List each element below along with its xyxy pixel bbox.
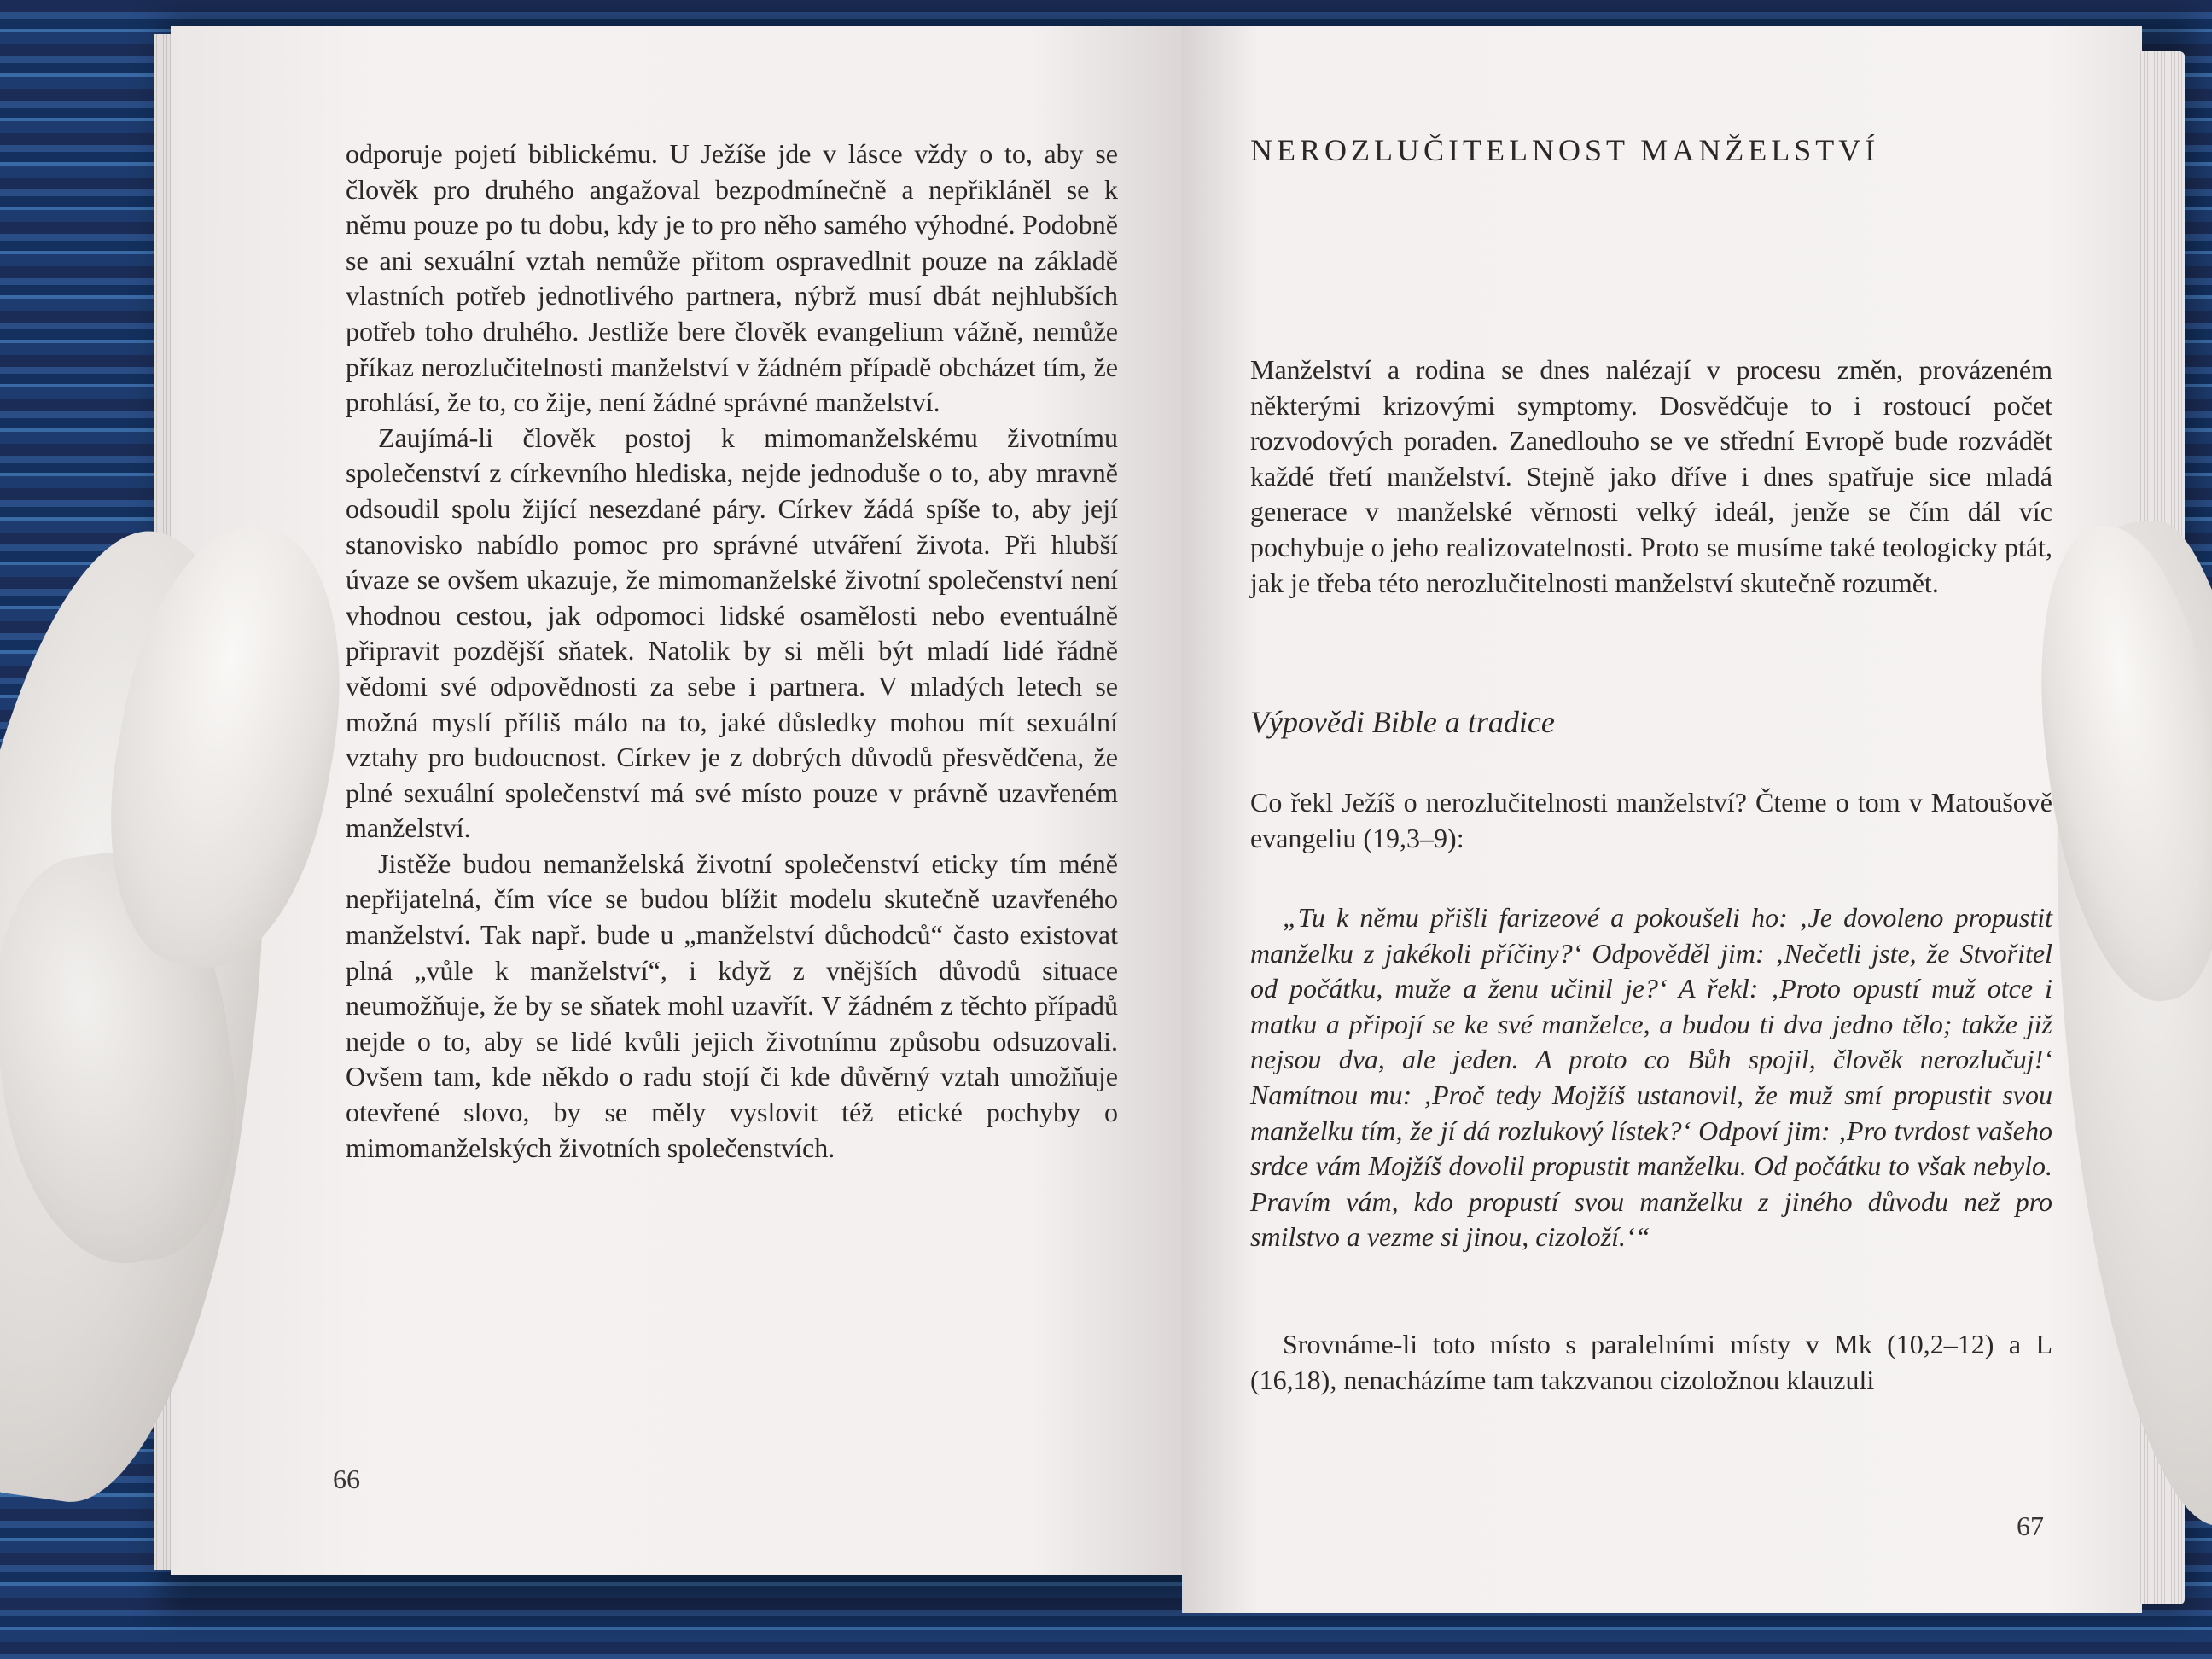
right-page — [1182, 26, 2142, 1613]
left-paragraph-3: Jistěže budou nemanželská životní společenství eticky tím méně nepřijatelná, čím více se budou blížit modelu skutečně uzavřeného manželství. Tak např. bude u „manželství důchodců“ často existovat plná „vůle k manželství“, i když z vnějších důvodů situace neumožňuje, že by se sňatek mohl uzavřít. V žádném z těchto případů nejde o to, aby se lidé kvůli jejich životnímu způsobu odsuzovali. Ovšem tam, kde někdo o radu stojí či kde důvěrný vztah umožňuje otevřené slovo, by se měly vyslovit též etické pochyby o mimomanželských životních společenstvích. — [346, 847, 1118, 1163]
question-text: Co řekl Ježíš o nerozlučitelnosti manželství? Čteme o tom v Matoušově evangeliu (19,3–9): — [1250, 787, 2052, 853]
left-page-number: 66 — [333, 1464, 360, 1494]
question-paragraph — [1250, 785, 2052, 856]
quote-text: „Tu k němu přišli farizeové a pokoušeli ho: ‚Je dovoleno propustit manželku z jakékoli příčiny?‘ Odpověděl jim: ‚Nečetli jste, že Stvořitel od počátku, muže a ženu učinil je?‘ A řekl: ‚Proto opustí muž otce i matku a připojí se ke své manželce, a budou ti dva jedno tělo; takže již nejsou dva, ale jeden. A proto co Bůh spojil, člověk nerozlučuj!‘ Namítnou mu: ‚Proč tedy Mojžíš ustanovil, že muž smí propustit svou manželku tím, že jí dá rozlukový lístek?‘ Odpoví jim: ‚Pro tvrdost vašeho srdce vám Mojžíš dovolil propustit manželku. Od počátku to však nebylo. Pravím vám, kdo propustí svou manželku z jiného důvodu než pro smilstvo a vezme si jinou, cizoloží.‘“ — [1250, 902, 2052, 1253]
right-page-number: 67 — [2017, 1511, 2044, 1541]
bible-quote — [1250, 900, 2052, 1255]
intro-text: Manželství a rodina se dnes nalézají v procesu změn, provázeném některými krizovými symptomy. Dosvědčuje to i rostoucí počet rozvodových poraden. Zanedlouho se ve střední Evropě bude rozvádět každé třetí manželství. Stejně jako dříve i dnes spatřuje sice mladá generace v manželské věrnosti velký ideál, jenže se čím dál víc pochybuje o jeho realizovatelnosti. Proto se musíme také teologicky ptát, jak je třeba této nerozlučitelnosti manželství skutečně rozumět. — [1250, 354, 2052, 598]
chapter-title: NEROZLUČITELNOST MANŽELSTVÍ — [1250, 133, 1880, 167]
section-title: Výpovědi Bible a tradice — [1250, 705, 1555, 739]
left-paragraph-1: odporuje pojetí biblickému. U Ježíše jde v lásce vždy o to, aby se člověk pro druhého angažoval bezpodmínečně a nepřikláněl se k němu pouze po tu dobu, kdy je to pro něho samého výhodné. Podobně se ani sexuální vztah nemůže přitom ospravedlnit pouze na základě vlastních potřeb jednotlivého partnera, nýbrž musí dbát nejhlubších potřeb toho druhého. Jestliže bere člověk evangelium vážně, nemůže příkaz nerozlučitelnosti manželství v žádném případě obcházet tím, že prohlásí, že to, co žije, není žádné správné manželství. — [346, 138, 1118, 418]
comparison-paragraph — [1250, 1327, 2052, 1398]
comparison-text: Srovnáme-li toto místo s paralelními místy v Mk (10,2–12) a L (16,18), nenacházíme tam takzvanou cizoložnou klauzuli — [1250, 1329, 2052, 1395]
left-paragraph-2: Zaujímá-li člověk postoj k mimomanželskému životnímu společenství z církevního hlediska, nejde jednoduše o to, aby mravně odsoudil spolu žijící nesezdané páry. Církev žádá spíše to, aby její stanovisko nabídlo pomoc pro správné utváření života. Při hlubší úvaze se ovšem ukazuje, že mimomanželské životní společenství není vhodnou cestou, jak odpomoci lidské osamělosti nebo eventuálně připravit pozdější sňatek. Natolik by si měli být mladí lidé řádně vědomi své odpovědnosti za sebe i partnera. V mladých letech se možná myslí příliš málo na to, jaké důsledky mohou mít sexuální vztahy pro budoucnost. Církev je z dobrých důvodů přesvědčena, že plné sexuální společenství má své místo pouze v právně uzavřeném manželství. — [346, 422, 1118, 844]
intro-paragraph — [1250, 352, 2052, 601]
left-page-text — [346, 137, 1118, 1166]
